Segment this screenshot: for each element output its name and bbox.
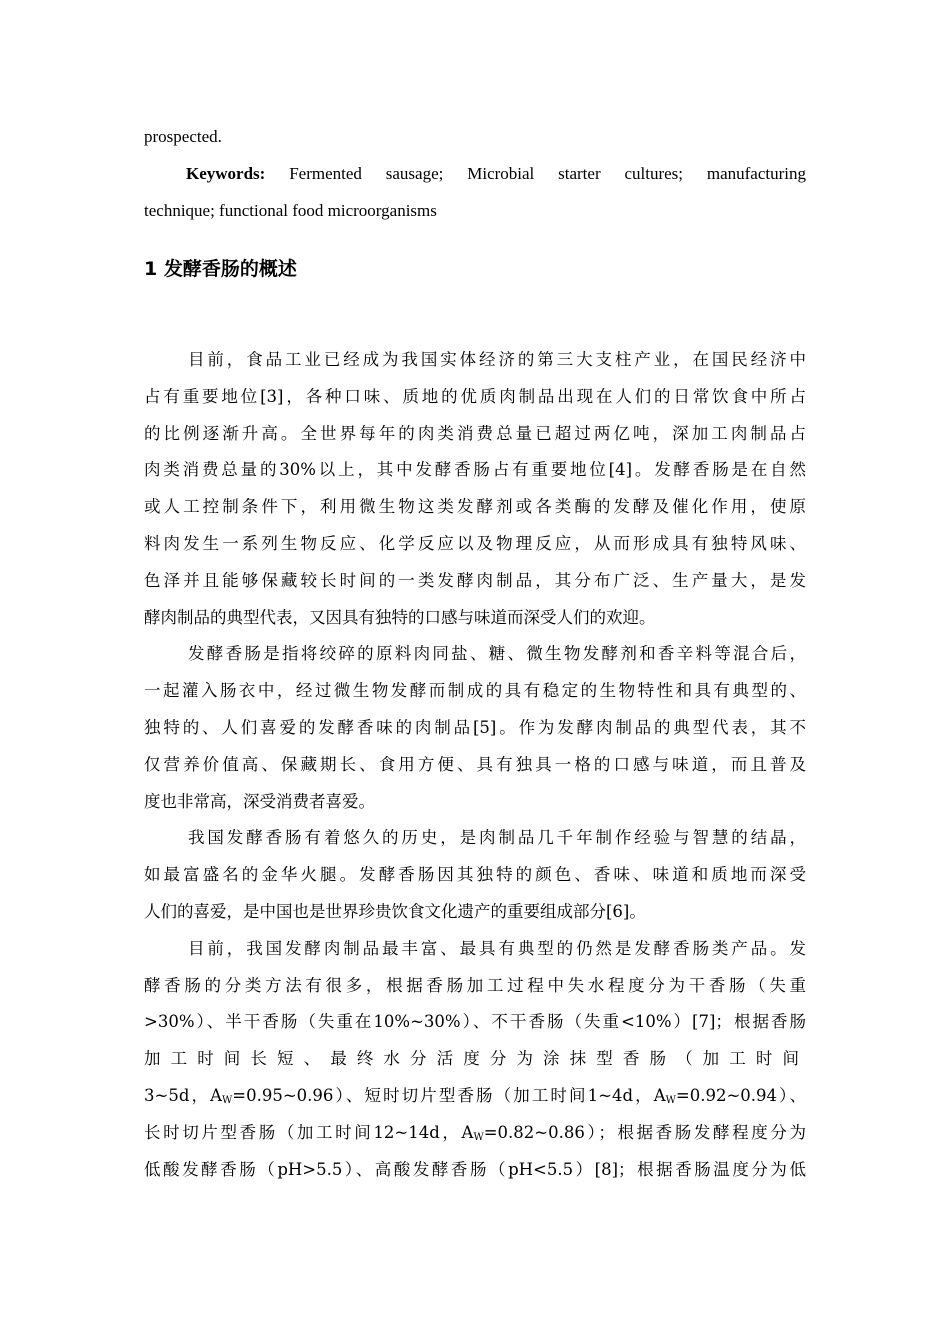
paragraph-line: 如最富盛名的金华火腿。发酵香肠因其独特的颜色、香味、味道和质地而深受 (144, 865, 806, 885)
text-run: =0.92~0.94）、 (675, 1085, 806, 1105)
paragraph-line: 度也非常高，深受消费者喜爱。 (144, 791, 375, 811)
paragraph-line: 加工时间长短、最终水分活度分为涂抹型香肠（加工时间 (144, 1049, 806, 1069)
paragraph-line: 色泽并且能够保藏较长时间的一类发酵肉制品，其分布广泛、生产量大，是发 (144, 570, 806, 590)
paragraph-line: 占有重要地位[3]，各种口味、质地的优质肉制品出现在人们的日常饮食中所占 (144, 386, 806, 406)
body-text (144, 342, 806, 1188)
paragraph-line: 人们的喜爱，是中国也是世界珍贵饮食文化遗产的重要组成部分[6]。 (144, 901, 646, 921)
keywords-text-1: Fermented sausage; Microbial starter cultures; manufacturing (289, 164, 807, 183)
paragraph-line: 仅营养价值高、保藏期长、食用方便、具有独具一格的口感与味道，而且普及 (144, 754, 806, 774)
paragraph-line: 我国发酵香肠有着悠久的历史，是肉制品几千年制作经验与智慧的结晶， (188, 828, 806, 848)
paragraph-line: 目前，我国发酵肉制品最丰富、最具有典型的仍然是发酵香肠类产品。发 (188, 938, 806, 958)
section-heading: 1 发酵香肠的概述 (144, 258, 297, 280)
paragraph-line (144, 1078, 806, 1115)
keywords-line-1 (186, 155, 806, 192)
subscript: W (222, 1094, 233, 1106)
paragraph-line: 低酸发酵香肠（pH>5.5）、高酸发酵香肠（pH<5.5）[8]；根据香肠温度分为低 (144, 1159, 806, 1179)
keywords-line-2: technique; functional food microorganisms (144, 201, 437, 220)
paragraph-line: 一起灌入肠衣中，经过微生物发酵而制成的具有稳定的生物特性和具有典型的、 (144, 681, 806, 701)
paragraph-line (144, 1115, 806, 1152)
paragraph-line: 或人工控制条件下，利用微生物这类发酵剂或各类酶的发酵及催化作用，使原 (144, 497, 806, 517)
text-run: 长时切片型香肠（加工时间12~14d，A (144, 1122, 474, 1142)
paragraph-line: >30%）、半干香肠（失重在10%~30%）、不干香肠（失重<10%）[7]；根据香肠 (144, 1012, 806, 1032)
paragraph-line: 的比例逐渐升高。全世界每年的肉类消费总量已超过两亿吨，深加工肉制品占 (144, 423, 806, 443)
paragraph-line: 料肉发生一系列生物反应、化学反应以及物理反应，从而形成具有独特风味、 (144, 533, 806, 553)
paragraph-line: 独特的、人们喜爱的发酵香味的肉制品[5]。作为发酵肉制品的典型代表，其不 (144, 717, 806, 737)
paragraph-line: 发酵香肠是指将绞碎的原料肉同盐、糖、微生物发酵剂和香辛料等混合后， (188, 644, 806, 664)
keywords-label: Keywords: (186, 164, 266, 183)
subscript: W (473, 1131, 484, 1143)
paragraph-line: 酵肉制品的典型代表，又因具有独特的口感与味道而深受人们的欢迎。 (144, 607, 656, 627)
subscript: W (665, 1094, 676, 1106)
paragraph-line: 酵香肠的分类方法有很多，根据香肠加工过程中失水程度分为干香肠（失重 (144, 975, 806, 995)
text-run: 3~5d，A (144, 1085, 222, 1105)
text-run: =0.82~0.86）；根据香肠发酵程度分为 (483, 1122, 806, 1142)
abstract-tail: prospected. (144, 127, 222, 146)
paragraph-line: 肉类消费总量的30%以上，其中发酵香肠占有重要地位[4]。发酵香肠是在自然 (144, 460, 806, 480)
text-run: =0.95~0.96）、短时切片型香肠（加工时间1~4d，A (232, 1085, 666, 1105)
paragraph-line: 目前，食品工业已经成为我国实体经济的第三大支柱产业，在国民经济中 (188, 350, 806, 369)
